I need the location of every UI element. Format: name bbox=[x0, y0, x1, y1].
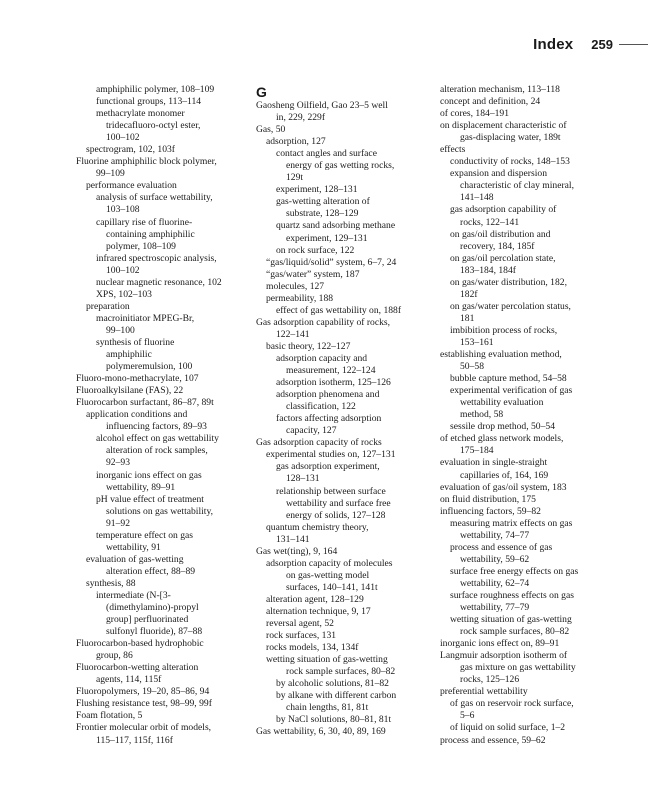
index-entry: adsorption phenomena and bbox=[276, 389, 380, 401]
index-entry: preparation bbox=[86, 300, 130, 312]
index-entry: surface free energy effects on gas bbox=[450, 565, 579, 577]
index-entry: synthesis, 88 bbox=[86, 577, 136, 589]
index-entry: rock sample surfaces, 80–82 bbox=[286, 666, 396, 678]
index-entry: 91–92 bbox=[106, 517, 130, 529]
index-entry: substrate, 128–129 bbox=[286, 208, 359, 220]
index-entry: influencing factors, 89–93 bbox=[106, 421, 207, 433]
index-entry: of gas on reservoir rock surface, bbox=[450, 698, 574, 710]
index-entry: preferential wettability bbox=[440, 686, 528, 698]
index-entry: factors affecting adsorption bbox=[276, 413, 382, 425]
index-entry: adsorption capacity and bbox=[276, 352, 368, 364]
index-entry: wetting situation of gas-wetting bbox=[266, 654, 388, 666]
index-entry: nuclear magnetic resonance, 102 bbox=[96, 276, 222, 288]
index-entry: inorganic ions effect on gas bbox=[96, 469, 202, 481]
index-entry: wettability, 77–79 bbox=[460, 602, 530, 614]
index-entry: permeability, 188 bbox=[266, 292, 334, 304]
index-entry: by alcoholic solutions, 81–82 bbox=[276, 678, 389, 690]
index-entry: 50–58 bbox=[460, 361, 484, 373]
index-column-1 bbox=[76, 84, 260, 747]
index-entry: gas-displacing water, 189t bbox=[460, 132, 561, 144]
index-entry: of etched glass network models, bbox=[440, 433, 564, 445]
index-entry: agents, 114, 115f bbox=[96, 674, 162, 686]
index-entry: by NaCl solutions, 80–81, 81t bbox=[276, 714, 392, 726]
index-entry: 92–93 bbox=[106, 457, 130, 469]
index-entry: methacrylate monomer bbox=[96, 108, 185, 120]
index-entry: experiment, 129–131 bbox=[286, 232, 368, 244]
index-entry: adsorption, 127 bbox=[266, 136, 326, 148]
index-entry: effect of gas wettability on, 188f bbox=[276, 304, 402, 316]
index-entry: wettability evaluation bbox=[460, 397, 544, 409]
index-entry: on gas/oil percolation state, bbox=[450, 252, 556, 264]
index-entry: surface roughness effects on gas bbox=[450, 589, 574, 601]
index-entry: 129t bbox=[286, 172, 304, 184]
index-entry: containing amphiphilic bbox=[106, 228, 195, 240]
index-column-2 bbox=[256, 84, 440, 738]
index-entry: expansion and dispersion bbox=[450, 168, 547, 180]
index-entry: analysis of surface wettability, bbox=[96, 192, 213, 204]
index-entry: establishing evaluation method, bbox=[440, 349, 562, 361]
index-entry: (dimethylamino)-propyl bbox=[106, 602, 199, 614]
index-entry: wettability, 91 bbox=[106, 541, 161, 553]
index-entry: on fluid distribution, 175 bbox=[440, 493, 536, 505]
index-entry: Fluorocarbon surfactant, 86–87, 89t bbox=[76, 397, 214, 409]
index-entry: rocks, 122–141 bbox=[460, 216, 520, 228]
index-entry: quantum chemistry theory, bbox=[266, 521, 369, 533]
index-entry: Gas wettability, 6, 30, 40, 89, 169 bbox=[256, 726, 386, 738]
index-entry: alteration agent, 128–129 bbox=[266, 593, 364, 605]
index-entry: 181 bbox=[460, 312, 475, 324]
index-entry: functional groups, 113–114 bbox=[96, 96, 202, 108]
index-entry: Fluoropolymers, 19–20, 85–86, 94 bbox=[76, 686, 210, 698]
index-entry: on gas/water percolation status, bbox=[450, 300, 571, 312]
index-entry: measuring matrix effects on gas bbox=[450, 517, 573, 529]
index-entry: capillary rise of fluorine- bbox=[96, 216, 193, 228]
index-entry: 115–117, 115f, 116f bbox=[96, 734, 173, 746]
index-entry: measurement, 122–124 bbox=[286, 365, 376, 377]
index-entry: 141–148 bbox=[460, 192, 494, 204]
index-entry: by alkane with different carbon bbox=[276, 690, 397, 702]
index-entry: of liquid on solid surface, 1–2 bbox=[450, 722, 566, 734]
index-entry: capacity, 127 bbox=[286, 425, 337, 437]
index-entry: Gas wet(ting), 9, 164 bbox=[256, 545, 338, 557]
index-entry: Foam flotation, 5 bbox=[76, 710, 143, 722]
index-entry: XPS, 102–103 bbox=[96, 288, 152, 300]
index-entry: bubble capture method, 54–58 bbox=[450, 373, 567, 385]
index-entry: sulfonyl fluoride), 87–88 bbox=[106, 626, 203, 638]
index-entry: 182f bbox=[460, 288, 478, 300]
section-letter: G bbox=[256, 84, 267, 100]
index-entry: on displacement characteristic of bbox=[440, 120, 567, 132]
index-entry: macroinitiator MPEG-Br, bbox=[96, 312, 195, 324]
index-entry: characteristic of clay mineral, bbox=[460, 180, 574, 192]
index-entry: 122–141 bbox=[276, 328, 310, 340]
index-entry: process and essence, 59–62 bbox=[440, 734, 546, 746]
index-entry: synthesis of fluorine bbox=[96, 336, 175, 348]
index-entry: amphiphilic polymer, 108–109 bbox=[96, 84, 215, 95]
index-entry: wettability, 59–62 bbox=[460, 553, 530, 565]
index-entry: amphiphilic bbox=[106, 349, 152, 361]
index-entry: influencing factors, 59–82 bbox=[440, 505, 541, 517]
index-entry: on rock surface, 122 bbox=[276, 244, 355, 256]
index-entry: surfaces, 140–141, 141t bbox=[286, 581, 378, 593]
index-entry: application conditions and bbox=[86, 409, 188, 421]
index-entry: effects bbox=[440, 144, 466, 156]
index-entry: imbibition process of rocks, bbox=[450, 324, 558, 336]
index-entry: 153–161 bbox=[460, 336, 494, 348]
index-entry: adsorption capacity of molecules bbox=[266, 557, 393, 569]
index-entry: pH value effect of treatment bbox=[96, 493, 204, 505]
index-entry: Langmuir adsorption isotherm of bbox=[440, 650, 568, 662]
header-rule bbox=[619, 44, 648, 45]
index-entry: wetting situation of gas-wetting bbox=[450, 614, 572, 626]
index-entry: concept and definition, 24 bbox=[440, 96, 541, 108]
page-title: Index bbox=[533, 35, 574, 53]
index-entry: alteration of rock samples, bbox=[106, 445, 208, 457]
index-entry: energy of solids, 127–128 bbox=[286, 509, 386, 521]
index-entry: sessile drop method, 50–54 bbox=[450, 421, 555, 433]
index-entry: tridecafluoro-octyl ester, bbox=[106, 120, 201, 132]
index-entry: gas-wetting alteration of bbox=[276, 196, 370, 208]
index-entry: “gas/water” system, 187 bbox=[266, 268, 360, 280]
index-entry: Gas adsorption capacity of rocks bbox=[256, 437, 382, 449]
index-entry: temperature effect on gas bbox=[96, 529, 194, 541]
index-entry: 100–102 bbox=[106, 132, 140, 144]
index-entry: 100–102 bbox=[106, 264, 140, 276]
index-entry: 99–100 bbox=[106, 324, 135, 336]
index-entry: performance evaluation bbox=[86, 180, 177, 192]
index-entry: chain lengths, 81, 81t bbox=[286, 702, 369, 714]
index-entry: classification, 122 bbox=[286, 401, 356, 413]
index-entry: wettability, 74–77 bbox=[460, 529, 530, 541]
index-entry: rocks, 125–126 bbox=[460, 674, 520, 686]
index-entry: gas mixture on gas wettability bbox=[460, 662, 576, 674]
index-entry: 103–108 bbox=[106, 204, 140, 216]
index-entry: inorganic ions effect on, 89–91 bbox=[440, 638, 560, 650]
page-number: 259 bbox=[591, 36, 613, 52]
index-entry: “gas/liquid/solid” system, 6–7, 24 bbox=[266, 256, 397, 268]
index-entry: method, 58 bbox=[460, 409, 504, 421]
index-entry: recovery, 184, 185f bbox=[460, 240, 535, 252]
index-column-3 bbox=[440, 84, 624, 747]
index-entry: Fluoro-mono-methacrylate, 107 bbox=[76, 373, 199, 385]
index-entry: 175–184 bbox=[460, 445, 494, 457]
index-entry: polymeremulsion, 100 bbox=[106, 361, 193, 373]
index-entry: reversal agent, 52 bbox=[266, 618, 334, 630]
index-entry: on gas-wetting model bbox=[286, 569, 370, 581]
index-entry: gas adsorption experiment, bbox=[276, 461, 380, 473]
index-entry: evaluation of gas/oil system, 183 bbox=[440, 481, 567, 493]
index-entry: 99–109 bbox=[96, 168, 125, 180]
index-entry: conductivity of rocks, 148–153 bbox=[450, 156, 570, 168]
index-entry: experiment, 128–131 bbox=[276, 184, 358, 196]
index-entry: alteration mechanism, 113–118 bbox=[440, 84, 560, 95]
index-entry: in, 229, 229f bbox=[276, 112, 326, 124]
index-entry: on gas/water distribution, 182, bbox=[450, 276, 567, 288]
index-entry: 183–184, 184f bbox=[460, 264, 516, 276]
index-entry: evaluation of gas-wetting bbox=[86, 553, 184, 565]
index-entry: solutions on gas wettability, bbox=[106, 505, 214, 517]
index-entry: rocks models, 134, 134f bbox=[266, 642, 359, 654]
index-entry: intermediate (N-[3- bbox=[96, 589, 171, 601]
index-entry: alteration effect, 88–89 bbox=[106, 565, 196, 577]
index-entry: spectrogram, 102, 103f bbox=[86, 144, 175, 156]
index-entry: Flushing resistance test, 98–99, 99f bbox=[76, 698, 212, 710]
index-entry: Fluorocarbon-based hydrophobic bbox=[76, 638, 204, 650]
index-entry: energy of gas wetting rocks, bbox=[286, 160, 395, 172]
index-entry: relationship between surface bbox=[276, 485, 386, 497]
index-entry: on gas/oil distribution and bbox=[450, 228, 551, 240]
index-entry: Fluorine amphiphilic block polymer, bbox=[76, 156, 217, 168]
index-entry: Gas, 50 bbox=[256, 124, 286, 136]
index-entry: 5–6 bbox=[460, 710, 475, 722]
index-entry: rock sample surfaces, 80–82 bbox=[460, 626, 570, 638]
index-entry: gas adsorption capability of bbox=[450, 204, 557, 216]
index-entry: evaluation in single-straight bbox=[440, 457, 548, 469]
index-entry: 131–141 bbox=[276, 533, 310, 545]
index-entry: capillaries of, 164, 169 bbox=[460, 469, 549, 481]
index-entry: Gas adsorption capability of rocks, bbox=[256, 316, 391, 328]
index-entry: quartz sand adsorbing methane bbox=[276, 220, 396, 232]
running-header bbox=[533, 34, 648, 54]
index-entry: of cores, 184–191 bbox=[440, 108, 510, 120]
index-entry: adsorption isotherm, 125–126 bbox=[276, 377, 391, 389]
index-entry: alcohol effect on gas wettability bbox=[96, 433, 219, 445]
index-entry: basic theory, 122–127 bbox=[266, 340, 351, 352]
index-entry: Gaosheng Oilfield, Gao 23–5 well bbox=[256, 100, 388, 111]
index-entry: wettability and surface free bbox=[286, 497, 391, 509]
index-entry: alternation technique, 9, 17 bbox=[266, 605, 371, 617]
index-entry: rock surfaces, 131 bbox=[266, 630, 337, 642]
index-entry: group] perfluorinated bbox=[106, 614, 189, 626]
index-entry: experimental verification of gas bbox=[450, 385, 573, 397]
index-entry: polymer, 108–109 bbox=[106, 240, 176, 252]
index-entry: experimental studies on, 127–131 bbox=[266, 449, 396, 461]
index-entry: wettability, 89–91 bbox=[106, 481, 176, 493]
index-entry: Fluoroalkylsilane (FAS), 22 bbox=[76, 385, 184, 397]
index-entry: wettability, 62–74 bbox=[460, 577, 530, 589]
index-entry: infrared spectroscopic analysis, bbox=[96, 252, 217, 264]
index-entry: Frontier molecular orbit of models, bbox=[76, 722, 212, 734]
index-entry: contact angles and surface bbox=[276, 148, 377, 160]
index-entry: Fluorocarbon-wetting alteration bbox=[76, 662, 199, 674]
index-entry: molecules, 127 bbox=[266, 280, 325, 292]
index-entry: 128–131 bbox=[286, 473, 320, 485]
index-entry: process and essence of gas bbox=[450, 541, 553, 553]
index-entry: group, 86 bbox=[96, 650, 133, 662]
